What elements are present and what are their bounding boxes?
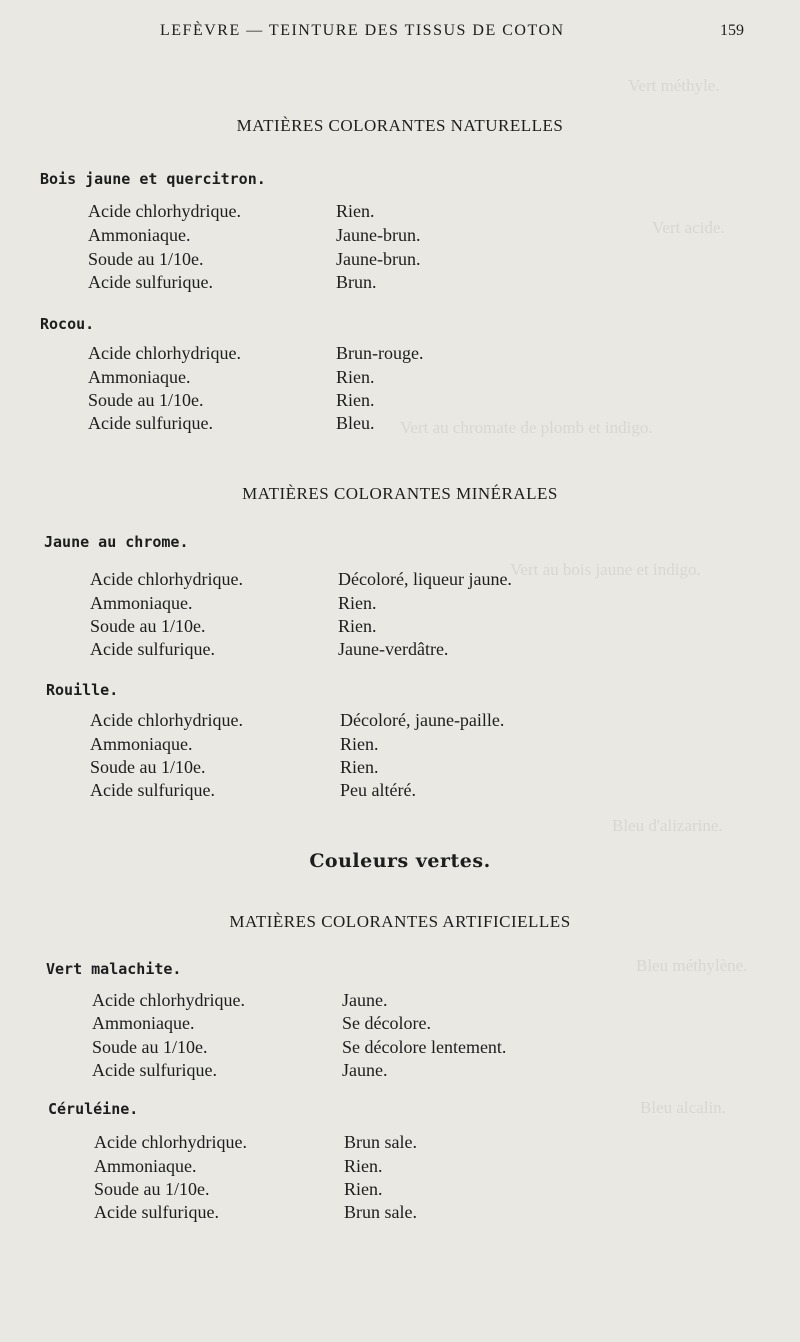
reagent-label: Acide chlorhydrique. bbox=[92, 990, 245, 1010]
group-title: Vert malachite. bbox=[46, 960, 182, 978]
result-label: Brun. bbox=[336, 272, 377, 292]
bleed-through-text: Vert acide. bbox=[652, 218, 725, 237]
result-label: Rien. bbox=[336, 390, 375, 410]
result-label: Bleu. bbox=[336, 413, 375, 433]
reagent-label: Soude au 1/10e. bbox=[90, 757, 206, 777]
result-label: Rien. bbox=[344, 1156, 383, 1176]
reagent-label: Acide sulfurique. bbox=[90, 780, 215, 800]
bleed-through-text: Vert au bois jaune et indigo. bbox=[510, 560, 701, 579]
result-label: Rien. bbox=[338, 616, 377, 636]
result-label: Jaune-verdâtre. bbox=[338, 639, 449, 659]
result-label: Brun sale. bbox=[344, 1132, 417, 1152]
reagent-label: Soude au 1/10e. bbox=[88, 249, 204, 269]
result-label: Se décolore lentement. bbox=[342, 1037, 507, 1057]
bleed-through-text: Bleu d'alizarine. bbox=[612, 816, 723, 835]
reagent-label: Soude au 1/10e. bbox=[88, 390, 204, 410]
reagent-label: Acide chlorhydrique. bbox=[88, 201, 241, 221]
chapter-subtitle: Couleurs vertes. bbox=[309, 850, 491, 872]
section-heading: MATIÈRES COLORANTES MINÉRALES bbox=[242, 484, 558, 503]
reagent-label: Ammoniaque. bbox=[88, 225, 191, 245]
bleed-through-text: Vert au chromate de plomb et indigo. bbox=[400, 418, 653, 437]
reagent-label: Acide sulfurique. bbox=[90, 639, 215, 659]
group-title: Bois jaune et quercitron. bbox=[40, 170, 266, 188]
result-label: Rien. bbox=[340, 734, 379, 754]
running-head: LEFÈVRE — TEINTURE DES TISSUS DE COTON bbox=[160, 22, 565, 39]
reagent-label: Ammoniaque. bbox=[94, 1156, 197, 1176]
reagent-label: Soude au 1/10e. bbox=[94, 1179, 210, 1199]
result-label: Rien. bbox=[344, 1179, 383, 1199]
page-number: 159 bbox=[720, 22, 744, 39]
group-title: Rouille. bbox=[46, 681, 119, 699]
bleed-through-text: Bleu alcalin. bbox=[640, 1098, 726, 1117]
section-heading: MATIÈRES COLORANTES ARTIFICIELLES bbox=[229, 912, 571, 931]
reagent-label: Ammoniaque. bbox=[88, 367, 191, 387]
reagent-label: Acide sulfurique. bbox=[94, 1202, 219, 1222]
group-title: Jaune au chrome. bbox=[44, 533, 189, 551]
result-label: Rien. bbox=[336, 367, 375, 387]
result-label: Jaune. bbox=[342, 1060, 388, 1080]
result-label: Jaune-brun. bbox=[336, 225, 421, 245]
group-title: Rocou. bbox=[40, 315, 95, 333]
result-label: Décoloré, liqueur jaune. bbox=[338, 569, 512, 589]
result-label: Jaune. bbox=[342, 990, 388, 1010]
reagent-label: Ammoniaque. bbox=[90, 593, 193, 613]
result-label: Se décolore. bbox=[342, 1013, 431, 1033]
reagent-label: Soude au 1/10e. bbox=[90, 616, 206, 636]
reagent-label: Acide chlorhydrique. bbox=[90, 569, 243, 589]
group-title: Céruléine. bbox=[48, 1100, 139, 1118]
result-label: Rien. bbox=[340, 757, 379, 777]
reagent-label: Acide chlorhydrique. bbox=[88, 343, 241, 363]
result-label: Brun sale. bbox=[344, 1202, 417, 1222]
reagent-label: Ammoniaque. bbox=[90, 734, 193, 754]
result-label: Brun-rouge. bbox=[336, 343, 424, 363]
reagent-label: Acide sulfurique. bbox=[88, 413, 213, 433]
result-label: Rien. bbox=[338, 593, 377, 613]
reagent-label: Acide sulfurique. bbox=[92, 1060, 217, 1080]
result-label: Jaune-brun. bbox=[336, 249, 421, 269]
result-label: Décoloré, jaune-paille. bbox=[340, 710, 505, 730]
bleed-through-text: Bleu méthylène. bbox=[636, 956, 748, 975]
bleed-through-text: Vert méthyle. bbox=[628, 76, 720, 95]
reagent-label: Ammoniaque. bbox=[92, 1013, 195, 1033]
reagent-label: Acide chlorhydrique. bbox=[90, 710, 243, 730]
reagent-label: Soude au 1/10e. bbox=[92, 1037, 208, 1057]
result-label: Peu altéré. bbox=[340, 780, 416, 800]
section-heading: MATIÈRES COLORANTES NATURELLES bbox=[236, 116, 564, 135]
reagent-label: Acide sulfurique. bbox=[88, 272, 213, 292]
result-label: Rien. bbox=[336, 201, 375, 221]
reagent-label: Acide chlorhydrique. bbox=[94, 1132, 247, 1152]
